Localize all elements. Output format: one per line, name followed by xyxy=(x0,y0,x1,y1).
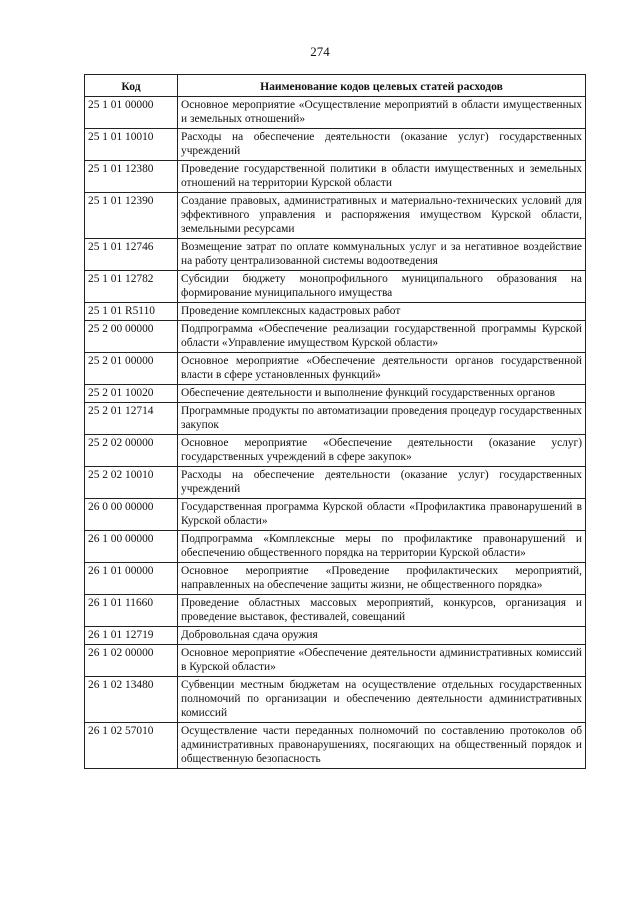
table-row xyxy=(85,627,586,645)
name-cell: Основное мероприятие «Осуществление мероприятий в области имущественных и земельных отношений» xyxy=(178,97,586,129)
table-row xyxy=(85,193,586,239)
table-row xyxy=(85,435,586,467)
code-cell: 25 2 01 10020 xyxy=(85,385,178,403)
name-cell: Основное мероприятие «Обеспечение деятельности органов государственной власти в сфере установленных функций» xyxy=(178,353,586,385)
name-cell: Субсидии бюджету монопрофильного муниципального образования на формирование муниципального имущества xyxy=(178,271,586,303)
code-cell: 25 1 01 10010 xyxy=(85,129,178,161)
code-cell: 26 1 02 57010 xyxy=(85,723,178,769)
name-cell: Проведение государственной политики в области имущественных и земельных отношений на территории Курской области xyxy=(178,161,586,193)
code-cell: 25 1 01 12782 xyxy=(85,271,178,303)
name-cell: Программные продукты по автоматизации проведения процедур государственных закупок xyxy=(178,403,586,435)
name-cell: Основное мероприятие «Обеспечение деятельности административных комиссий в Курской области» xyxy=(178,645,586,677)
name-cell: Подпрограмма «Комплексные меры по профилактике правонарушений и обеспечению общественного порядка на территории Курской области» xyxy=(178,531,586,563)
name-cell: Субвенции местным бюджетам на осуществление отдельных государственных полномочий по организации и обеспечению деятельности административных комиссий xyxy=(178,677,586,723)
table-row xyxy=(85,303,586,321)
table-row xyxy=(85,321,586,353)
table-row xyxy=(85,403,586,435)
name-cell: Проведение комплексных кадастровых работ xyxy=(178,303,586,321)
budget-codes-table xyxy=(84,74,586,769)
name-cell: Осуществление части переданных полномочий по составлению протоколов об административных правонарушениях, посягающих на общественный порядок и общественную безопасность xyxy=(178,723,586,769)
table-row xyxy=(85,595,586,627)
table-row xyxy=(85,97,586,129)
name-cell: Добровольная сдача оружия xyxy=(178,627,586,645)
table-header-row xyxy=(85,75,586,97)
name-cell: Основное мероприятие «Проведение профилактических мероприятий, направленных на обеспечение защиты жизни, не общественного порядка» xyxy=(178,563,586,595)
table-row xyxy=(85,531,586,563)
code-cell: 25 1 01 12390 xyxy=(85,193,178,239)
table-row xyxy=(85,239,586,271)
code-cell: 26 0 00 00000 xyxy=(85,499,178,531)
code-cell: 25 2 01 12714 xyxy=(85,403,178,435)
table-row xyxy=(85,677,586,723)
name-cell: Обеспечение деятельности и выполнение функций государственных органов xyxy=(178,385,586,403)
code-cell: 25 1 01 12380 xyxy=(85,161,178,193)
code-cell: 25 2 02 10010 xyxy=(85,467,178,499)
code-cell: 26 1 01 11660 xyxy=(85,595,178,627)
table-row xyxy=(85,385,586,403)
code-cell: 26 1 01 00000 xyxy=(85,563,178,595)
table-row xyxy=(85,563,586,595)
name-cell: Основное мероприятие «Обеспечение деятельности (оказание услуг) государственных учреждений в сфере закупок» xyxy=(178,435,586,467)
name-cell: Расходы на обеспечение деятельности (оказание услуг) государственных учреждений xyxy=(178,129,586,161)
table-row xyxy=(85,723,586,769)
table-row xyxy=(85,129,586,161)
code-cell: 25 2 01 00000 xyxy=(85,353,178,385)
table-row xyxy=(85,353,586,385)
code-cell: 26 1 02 13480 xyxy=(85,677,178,723)
table-row xyxy=(85,645,586,677)
table-body xyxy=(85,97,586,769)
table-row xyxy=(85,271,586,303)
code-cell: 26 1 01 12719 xyxy=(85,627,178,645)
column-header-code: Код xyxy=(85,75,178,97)
code-cell: 25 1 01 R5110 xyxy=(85,303,178,321)
table-row xyxy=(85,161,586,193)
name-cell: Подпрограмма «Обеспечение реализации государственной программы Курской области «Управление имуществом Курской области» xyxy=(178,321,586,353)
page-number: 274 xyxy=(310,44,330,59)
code-cell: 25 1 01 12746 xyxy=(85,239,178,271)
code-cell: 26 1 00 00000 xyxy=(85,531,178,563)
name-cell: Расходы на обеспечение деятельности (оказание услуг) государственных учреждений xyxy=(178,467,586,499)
name-cell: Возмещение затрат по оплате коммунальных услуг и за негативное воздействие на работу централизованной системы водоотведения xyxy=(178,239,586,271)
column-header-name: Наименование кодов целевых статей расходов xyxy=(178,75,586,97)
code-cell: 25 2 00 00000 xyxy=(85,321,178,353)
name-cell: Создание правовых, административных и материально-технических условий для эффективного управления и распоряжения имуществом Курской области, земельными ресурсами xyxy=(178,193,586,239)
name-cell: Проведение областных массовых мероприятий, конкурсов, организация и проведение выставок, фестивалей, совещаний xyxy=(178,595,586,627)
code-cell: 26 1 02 00000 xyxy=(85,645,178,677)
code-cell: 25 2 02 00000 xyxy=(85,435,178,467)
table-row xyxy=(85,467,586,499)
table-row xyxy=(85,499,586,531)
code-cell: 25 1 01 00000 xyxy=(85,97,178,129)
name-cell: Государственная программа Курской области «Профилактика правонарушений в Курской области» xyxy=(178,499,586,531)
